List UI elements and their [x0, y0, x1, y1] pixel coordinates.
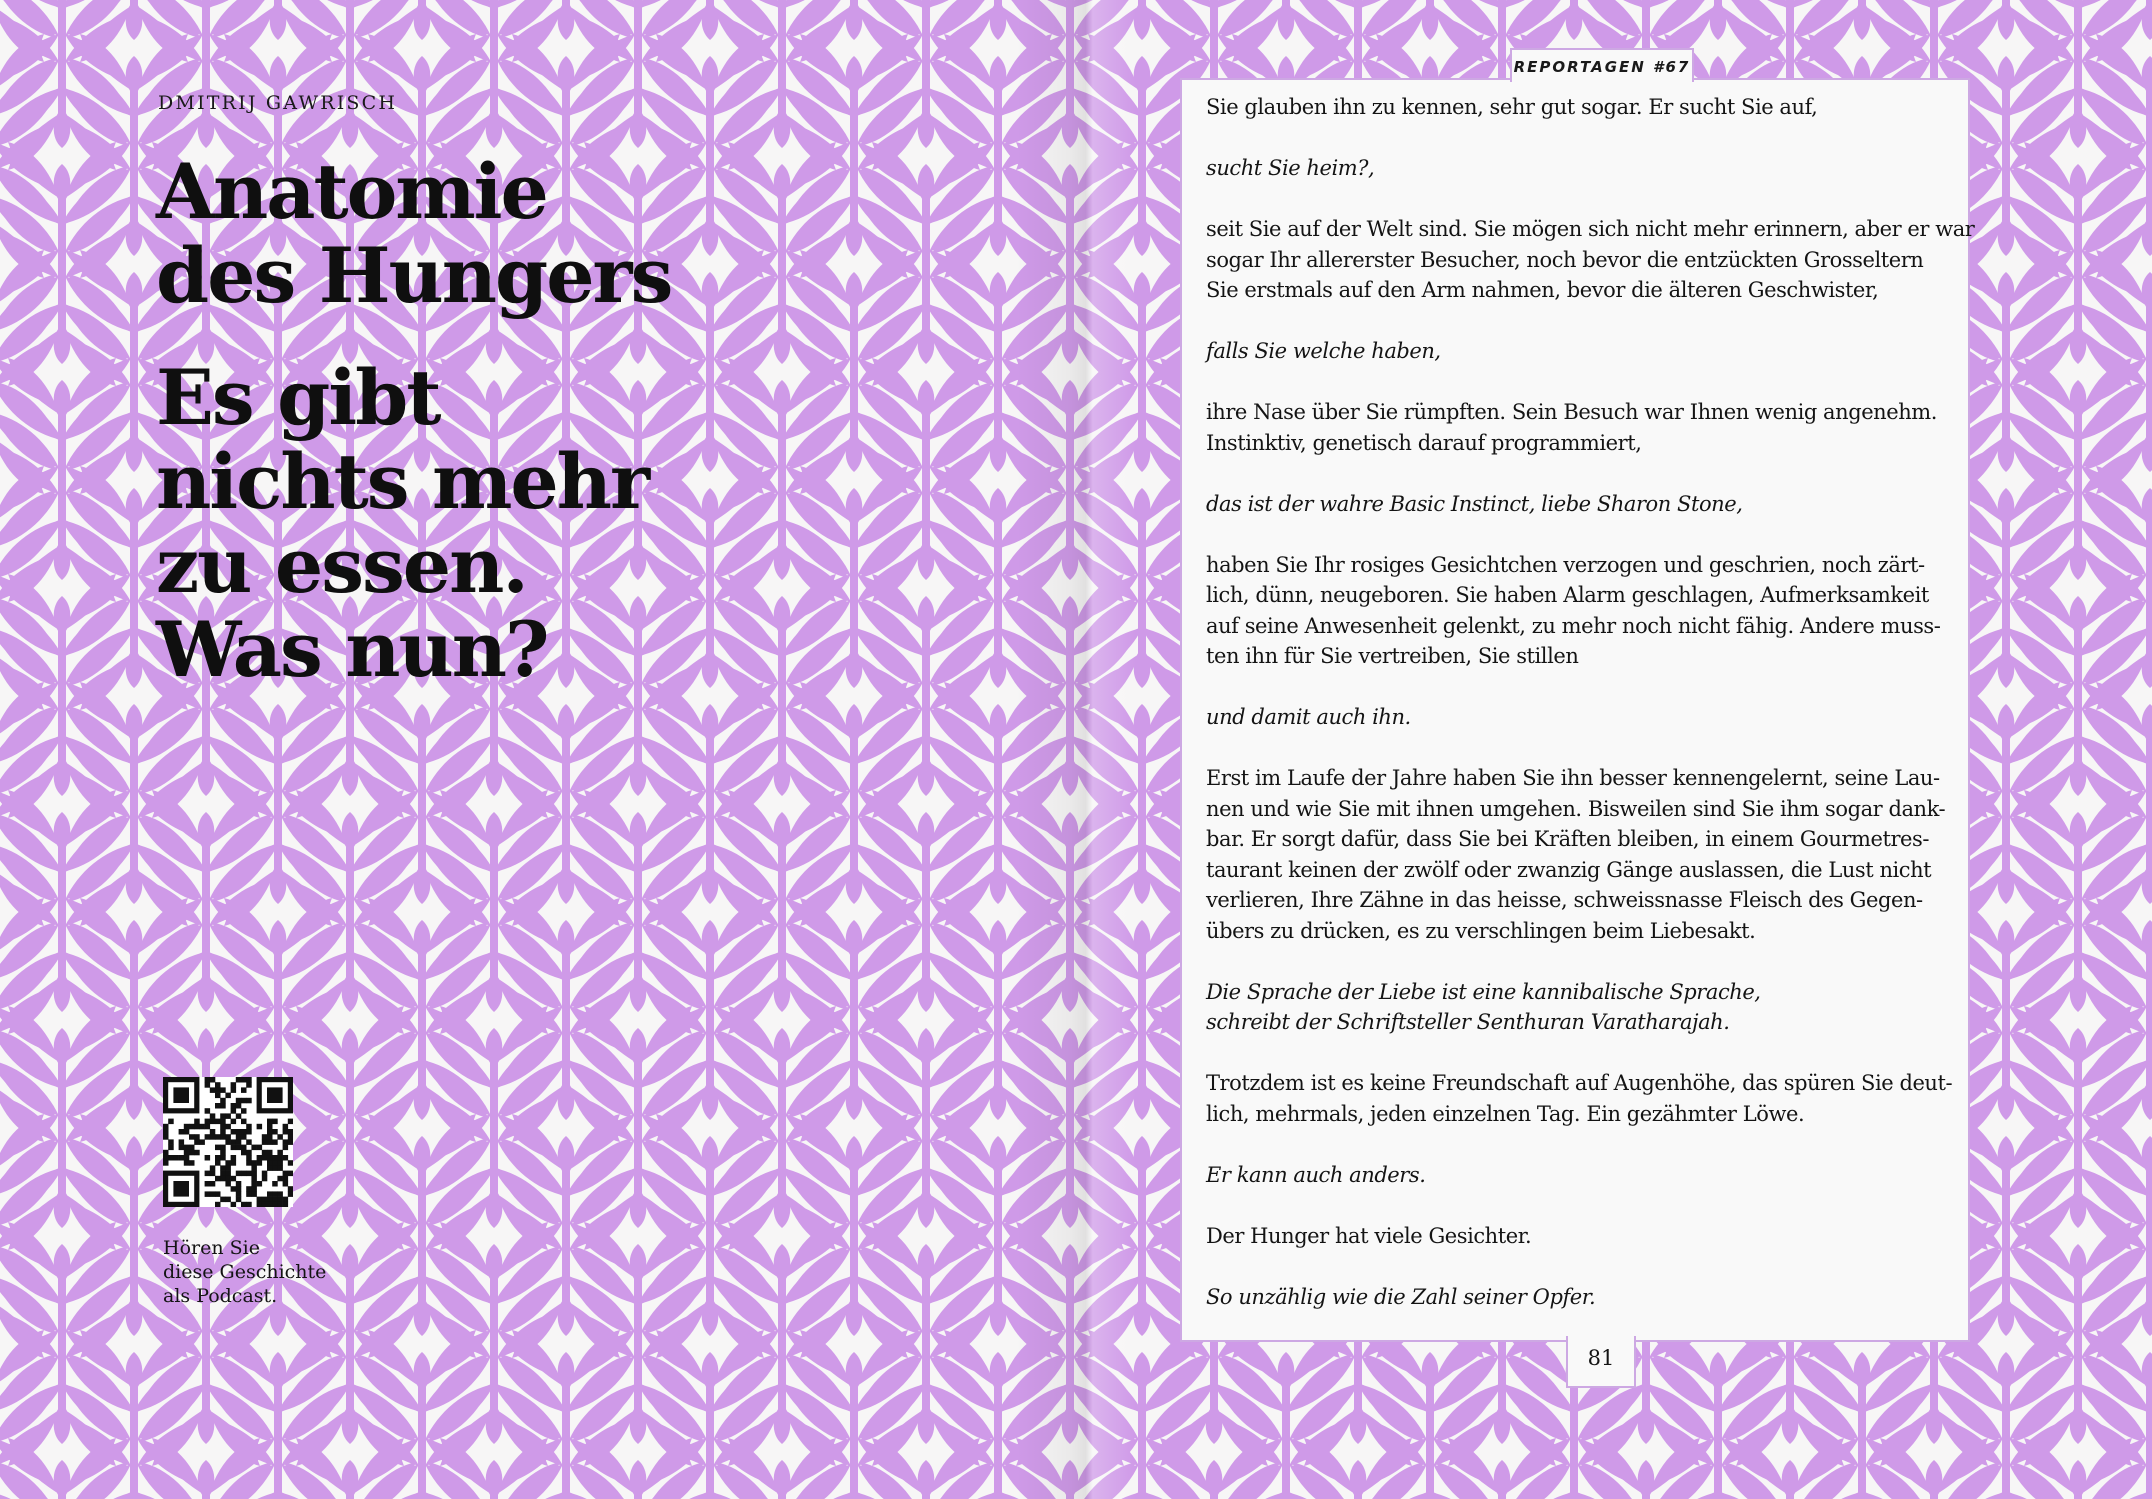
italic-interjection	[1206, 702, 1952, 733]
article-subtitle	[156, 353, 716, 694]
paragraph	[1206, 397, 1952, 458]
text-line: Er kann auch anders.	[1206, 1162, 1426, 1187]
text-line: auf seine Anwesenheit gelenkt, zu mehr noch nicht fähig. Andere muss-	[1206, 613, 1941, 638]
text-line: und damit auch ihn.	[1206, 705, 1411, 729]
podcast-caption-line: als Podcast.	[163, 1285, 278, 1307]
text-line: lich, dünn, neugeboren. Sie haben Alarm geschlagen, Aufmerksamkeit	[1206, 583, 1929, 607]
author-byline: DMITRIJ GAWRISCH	[158, 92, 398, 114]
subtitle-line: zu essen.	[156, 521, 527, 610]
text-line: lich, mehrmals, jeden einzelnen Tag. Ein gezähmter Löwe.	[1206, 1101, 1805, 1126]
italic-quote	[1206, 977, 1952, 1038]
text-line: nen und wie Sie mit ihnen umgehen. Bisweilen sind Sie ihm sogar dank-	[1206, 796, 1946, 821]
text-line: ten ihn für Sie vertreiben, Sie stillen	[1206, 644, 1579, 668]
text-line: sucht Sie heim?,	[1206, 156, 1375, 180]
text-line: Sie glauben ihn zu kennen, sehr gut sogar. Er sucht Sie auf,	[1206, 95, 1818, 119]
subtitle-line: nichts mehr	[156, 437, 649, 526]
text-line: sogar Ihr allererster Besucher, noch bevor die entzückten Grosseltern	[1206, 247, 1924, 272]
text-line: ihre Nase über Sie rümpften. Sein Besuch war Ihnen wenig angenehm.	[1206, 400, 1937, 424]
paragraph	[1206, 92, 1952, 123]
paragraph	[1206, 1068, 1952, 1129]
text-line: Trotzdem ist es keine Freundschaft auf Augenhöhe, das spüren Sie deut-	[1206, 1071, 1953, 1095]
text-line: taurant keinen der zwölf oder zwanzig Gänge auslassen, die Lust nicht	[1206, 857, 1932, 882]
text-line: bar. Er sorgt dafür, dass Sie bei Kräften bleiben, in einem Gourmetres-	[1206, 827, 1929, 851]
text-line: seit Sie auf der Welt sind. Sie mögen sich nicht mehr erinnern, aber er war	[1206, 217, 1975, 241]
text-line: Der Hunger hat viele Gesichter.	[1206, 1223, 1532, 1248]
podcast-caption-line: diese Geschichte	[163, 1261, 327, 1283]
italic-interjection	[1206, 1282, 1952, 1313]
subtitle-line: Was nun?	[156, 605, 548, 694]
text-line: Instinktiv, genetisch darauf programmiert,	[1206, 430, 1642, 455]
headline-block	[156, 147, 716, 694]
page-number: 81	[1566, 1336, 1636, 1388]
title-line: des Hungers	[156, 231, 672, 320]
article-body	[1206, 92, 1975, 1343]
italic-interjection	[1206, 153, 1952, 184]
italic-interjection	[1206, 1160, 1952, 1191]
text-line: das ist der wahre Basic Instinct, liebe Sharon Stone,	[1206, 491, 1743, 516]
article-title	[156, 147, 716, 320]
paragraph	[1206, 214, 1975, 306]
text-line: verlieren, Ihre Zähne in das heisse, schweissnasse Fleisch des Gegen-	[1206, 888, 1923, 912]
podcast-qr-code-icon[interactable]	[163, 1077, 293, 1207]
italic-interjection	[1206, 336, 1952, 367]
podcast-caption	[163, 1236, 363, 1308]
text-line: haben Sie Ihr rosiges Gesichtchen verzogen und geschrien, noch zärt-	[1206, 552, 1925, 577]
text-line: schreibt der Schriftsteller Senthuran Varatharajah.	[1206, 1010, 1730, 1034]
text-line: falls Sie welche haben,	[1206, 339, 1441, 363]
title-line: Anatomie	[156, 147, 547, 236]
text-line: So unzählig wie die Zahl seiner Opfer.	[1206, 1284, 1596, 1309]
paragraph	[1206, 763, 1952, 946]
section-label: REPORTAGEN #67	[1510, 48, 1694, 82]
text-line: Sie erstmals auf den Arm nahmen, bevor die älteren Geschwister,	[1206, 278, 1879, 302]
text-line: übers zu drücken, es zu verschlingen beim Liebesakt.	[1206, 918, 1756, 943]
paragraph	[1206, 1221, 1952, 1252]
podcast-caption-line: Hören Sie	[163, 1237, 260, 1259]
italic-interjection	[1206, 489, 1952, 520]
subtitle-line: Es gibt	[156, 353, 440, 442]
paragraph	[1206, 550, 1952, 672]
text-line: Die Sprache der Liebe ist eine kannibalische Sprache,	[1206, 979, 1761, 1004]
text-line: Erst im Laufe der Jahre haben Sie ihn besser kennengelernt, seine Lau-	[1206, 766, 1940, 790]
